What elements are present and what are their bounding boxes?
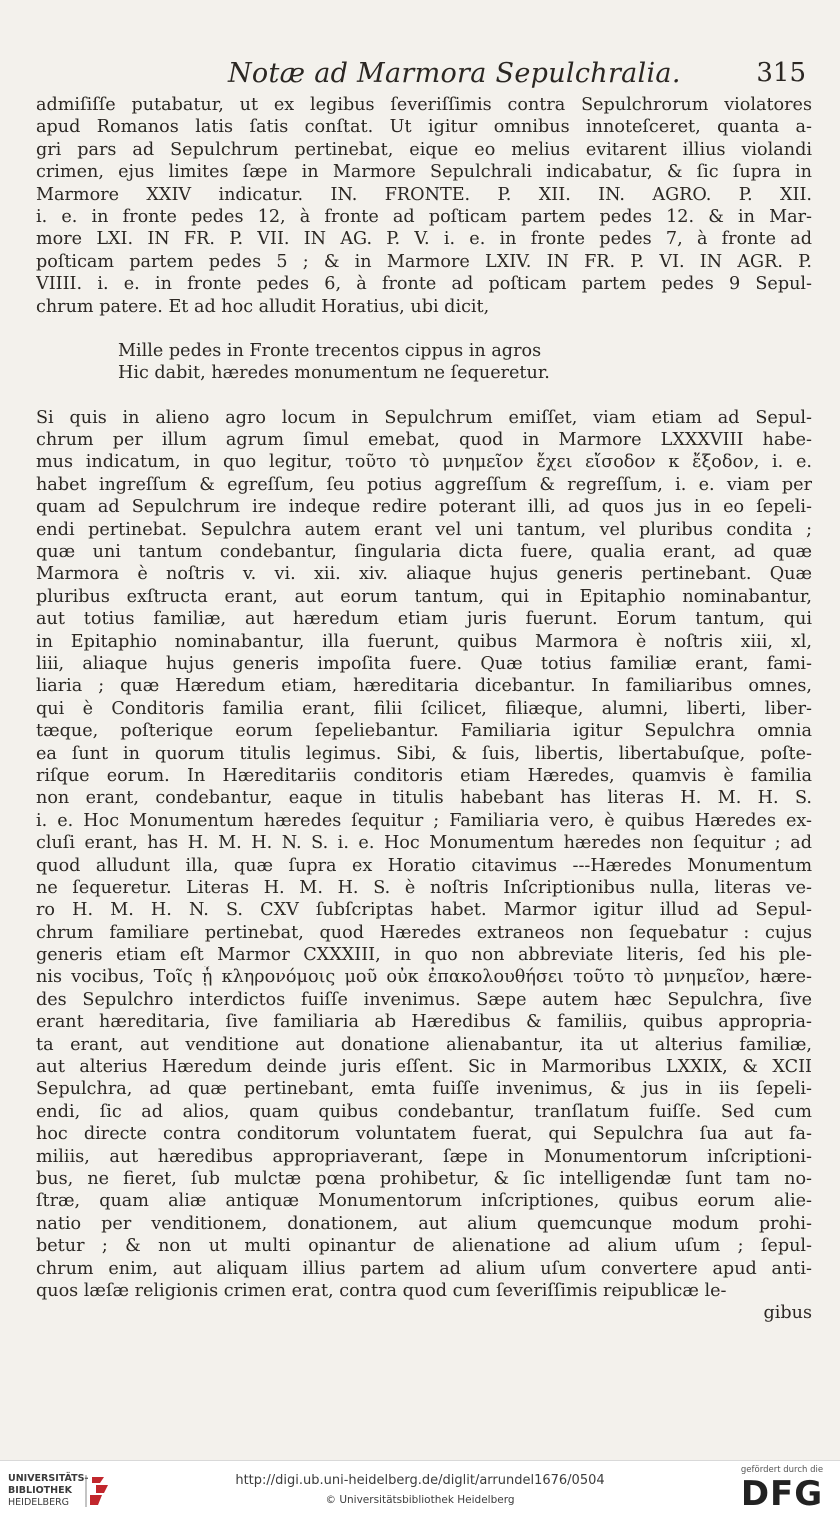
text-line: chrum familiare pertinebat, quod Hæredes extraneos non ſequebatur : cujus: [36, 922, 812, 943]
text-line: nis vocibus, Τοῖς ᾗ κληρονόμοις μοῦ οὐκ ἐπακολουθήσει τοῦτο τὸ μνημεῖον, hære-: [36, 967, 812, 988]
text-line: Sepulchra, ad quæ pertinebant, emta fuiſſe invenimus, & jus in iis ſepeli-: [36, 1079, 812, 1100]
copyright-notice: © Universitätsbibliothek Heidelberg: [325, 1494, 515, 1506]
paragraph-1: [36, 94, 812, 318]
logo-line-1: UNIVERSITÄTS-: [8, 1473, 89, 1484]
text-line: natio per venditionem, donationem, aut alium quemcunque modum prohi-: [36, 1213, 812, 1234]
text-line: ro H. M. H. N. S. CXV ſubſcriptas habet. Marmor igitur illud ad Sepul-: [36, 900, 812, 921]
text-line: quod alludunt illa, quæ ſupra ex Horatio citavimus ---Hæredes Monumentum: [36, 855, 812, 876]
text-line: ta erant, aut venditione aut donatione alienabantur, ita ut alterius familiæ,: [36, 1034, 812, 1055]
text-line: habet ingreſſum & egreſſum, ſeu potius aggreſſum & regreſſum, i. e. viam per: [36, 474, 812, 495]
text-line: liii, aliaque hujus generis impoſita fuere. Quæ totius familiæ erant, fami-: [36, 653, 812, 674]
text-line: ne ſequeretur. Literas H. M. H. S. è noſtris Inſcriptionibus nulla, literas ve-: [36, 877, 812, 898]
text-line: i. e. Hoc Monumentum hæredes ſequitur ; Familiaria vero, è quibus Hæredes ex-: [36, 810, 812, 831]
text-line: Mille pedes in Fronte trecentos cippus in agros: [118, 340, 542, 361]
running-title: Notæ ad Marmora Sepulchralia.: [228, 58, 681, 89]
text-line: Marmora è noſtris v. vi. xii. xiv. aliaque hujus generis pertinebant. Quæ: [36, 564, 812, 585]
dfg-logo: DFG: [740, 1474, 824, 1514]
text-line: VIIII. i. e. in fronte pedes 6, à fronte ad poſticam partem pedes 9 Sepul-: [36, 274, 812, 295]
text-line: ſtræ, quam aliæ antiquæ Monumentorum inſcriptiones, quibus eorum alie-: [36, 1191, 812, 1212]
text-line: aut totius familiæ, aut hæredum etiam juris fuerunt. Eorum tantum, qui: [36, 609, 812, 630]
logo-line-3: HEIDELBERG: [8, 1497, 70, 1508]
text-line: mus indicatum, in quo legitur, τοῦτο τὸ μνημεῖον ἔχει εἴσοδον κ ἔξοδον, i. e.: [36, 452, 812, 473]
text-line: endi pertinebat. Sepulchra autem erant vel uni tantum, vel pluribus condita ;: [36, 519, 812, 540]
permalink-url[interactable]: http://digi.ub.uni-heidelberg.de/diglit/arrundel1676/0504: [235, 1473, 605, 1488]
text-line: admiſiſſe putabatur, ut ex legibus ſeveriſſimis contra Sepulchrorum violatores: [36, 95, 812, 115]
text-line: Si quis in alieno agro locum in Sepulchrum emiſſet, viam etiam ad Sepul-: [36, 407, 812, 428]
viewer-footer: [0, 1460, 840, 1520]
text-line: chrum enim, aut aliquam illius partem ad alium uſum convertere apud anti-: [36, 1258, 812, 1279]
text-line: poſticam partem pedes 5 ; & in Marmore LXIV. IN FR. P. VI. IN AGR. P.: [36, 251, 812, 272]
text-line: cluſi erant, has H. M. H. N. S. i. e. Hoc Monumentum hæredes non ſequitur ; ad: [36, 833, 812, 854]
text-line: qui è Conditoris familia erant, filii ſcilicet, filiæque, alumni, liberti, liber-: [36, 698, 812, 719]
text-line: Marmore XXIV indicatur. IN. FRONTE. P. XII. IN. AGRO. P. XII.: [36, 184, 812, 205]
text-line: more LXI. IN FR. P. VII. IN AG. P. V. i. e. in fronte pedes 7, à fronte ad: [36, 229, 812, 250]
text-line: pluribus exſtructa erant, aut eorum tantum, qui in Epitaphio nominabantur,: [36, 586, 812, 607]
text-line: in Epitaphio nominabantur, illa fuerunt, quibus Marmora è noſtris xiii, xl,: [36, 631, 812, 652]
text-line: chrum per illum agrum ſimul emebat, quod in Marmore LXXXVIII habe-: [36, 430, 812, 451]
text-line: erant hæreditaria, ſive familiaria ab Hæredibus & familiis, quibus appropria-: [36, 1012, 812, 1033]
text-line: gri pars ad Sepulchrum pertinebat, eique eo melius evitarent illius violandi: [36, 139, 812, 160]
dfg-sponsor-logo[interactable]: [736, 1465, 828, 1517]
text-line: crimen, ejus limites ſæpe in Marmore Sepulchrali indicabatur, & ſic ſupra in: [36, 162, 812, 183]
page-header: [0, 52, 840, 92]
paragraph-2: [36, 407, 812, 1303]
text-line: Hic dabit, hæredes monumentum ne ſequeretur.: [118, 363, 550, 384]
horace-quotation: [36, 340, 812, 385]
text-line: chrum patere. Et ad hoc alludit Horatius, ubi dicit,: [36, 296, 490, 317]
text-line: ea ſunt in quorum titulis legimus. Sibi, & ſuis, libertis, libertabuſque, poſte-: [36, 743, 812, 764]
text-line: quam ad Sepulchrum ire indeque redire poterant illi, ad quos jus in eo ſepeli-: [36, 497, 812, 518]
text-line: liaria ; quæ Hæredum etiam, hæreditaria dicebantur. In familiaribus omnes,: [36, 676, 812, 697]
text-line: miliis, aut hæredibus appropriaverant, ſæpe in Monumentorum inſcriptioni-: [36, 1146, 812, 1167]
text-line: quos læſæ religionis crimen erat, contra quod cum ſeveriſſimis reipublicæ le-: [36, 1280, 727, 1301]
text-line: quæ uni tantum condebantur, ſingularia dicta fuere, qualia erant, ad quæ: [36, 542, 812, 563]
text-line: non erant, condebantur, eaque in titulis habebant has literas H. M. H. S.: [36, 788, 812, 809]
text-line: generis etiam eſt Marmor CXXXIII, in quo non abbreviate literis, ſed his ple-: [36, 945, 812, 966]
text-line: endi, ſic ad alios, quam quibus condebantur, tranſlatum fuiſſe. Sed cum: [36, 1101, 812, 1122]
text-line: i. e. in fronte pedes 12, à fronte ad poſticam partem pedes 12. & in Mar-: [36, 206, 812, 227]
text-line: hoc directe contra conditorum voluntatem fuerat, qui Sepulchra ſua aut fa-: [36, 1124, 812, 1145]
sponsor-caption: gefördert durch die: [740, 1465, 824, 1475]
text-line: tæque, poſterique eorum ſepeliebantur. Familiaria igitur Sepulchra omnia: [36, 721, 812, 742]
logo-line-2: BIBLIOTHEK: [8, 1485, 72, 1496]
text-line: riſque eorum. In Hæreditariis conditoris etiam Hæredes, quamvis è familia: [36, 765, 812, 786]
body-text: [36, 94, 812, 1325]
catchword: gibus: [763, 1303, 812, 1324]
text-line: des Sepulchro interdictos fuiſſe invenimus. Sæpe autem hæc Sepulchra, ſive: [36, 989, 812, 1010]
text-line: bus, ne fieret, ſub mulctæ pœna prohibetur, & ſic intelligendæ ſunt tam no-: [36, 1168, 812, 1189]
page-number: 315: [756, 58, 806, 88]
text-line: betur ; & non ut multi opinantur de alienatione ad alium uſum ; ſepul-: [36, 1236, 812, 1257]
text-line: apud Romanos latis ſatis conſtat. Ut igitur omnibus innoteſceret, quanta a-: [36, 117, 812, 138]
text-line: aut alterius Hæredum deinde juris eſſent. Sic in Marmoribus LXXIX, & XCII: [36, 1057, 812, 1078]
